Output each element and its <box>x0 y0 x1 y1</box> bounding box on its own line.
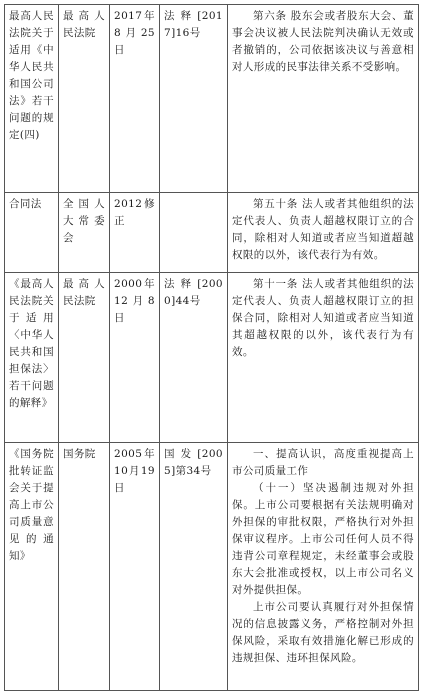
table-row <box>5 193 419 273</box>
table-row <box>5 443 419 691</box>
provision-paragraph: 第五十条 法人或者其他组织的法定代表人、负责人超越权限订立的合同，除相对人知道或者应当知道超越权限的以外，该代表行为有效。 <box>232 198 414 261</box>
provision-paragraph: （十一）坚决遏制违规对外担保。上市公司要根据有关法规明确对外担保的审批权限，严格执行对外担保审议程序。上市公司任何人员不得违背公司章程规定，未经董事会或股东大会批准或授权，以上市公司名义对外提供担保。 <box>232 482 414 596</box>
table-row <box>5 273 419 443</box>
provision-paragraph: 第六条 股东会或者股东大会、董事会决议被人民法院判决确认无效或者撤销的，公司依据该决议与善意相对人形成的民事法律关系不受影响。 <box>232 10 414 73</box>
provision-paragraph: 上市公司要认真履行对外担保情况的信息披露义务，严格控制对外担保风险，采取有效措施化解已形成的违规担保、违环担保风险。 <box>232 601 414 664</box>
date-cell: 2012修正 <box>110 193 160 273</box>
issuer-cell: 最高人民法院 <box>59 273 110 443</box>
document-number-cell: 国发[2005]第34号 <box>160 443 228 691</box>
law-name-cell: 合同法 <box>5 193 59 273</box>
issuer-cell: 国务院 <box>59 443 110 691</box>
law-name-cell: 最高人民法院关于适用《中华人民共和国公司法》若干问题的规定(四) <box>5 5 59 193</box>
table-row <box>5 5 419 193</box>
date-cell: 2017年8月25日 <box>110 5 160 193</box>
document-number-cell <box>160 193 228 273</box>
issuer-cell: 最高人民法院 <box>59 5 110 193</box>
date-cell: 2005年10月19日 <box>110 443 160 691</box>
document-number-cell: 法释[2017]16号 <box>160 5 228 193</box>
provision-content-cell <box>228 273 419 443</box>
provision-heading: 一、提高认识，高度重视提高上市公司质量工作 <box>232 448 414 477</box>
law-name-cell: 《最高人民法院关于适用〈中华人民共和国担保法〉若干问题的解释》 <box>5 273 59 443</box>
document-number-cell: 法释[2000]44号 <box>160 273 228 443</box>
provision-content-cell <box>228 443 419 691</box>
provision-content-cell <box>228 193 419 273</box>
provision-paragraph: 第十一条 法人或者其他组织的法定代表人、负责人超越权限订立的担保合同，除相对人知道或者应当知道其超越权限的以外，该代表行为有效。 <box>232 278 414 358</box>
provision-content-cell <box>228 5 419 193</box>
law-name-cell: 《国务院批转证监会关于提高上市公司质量意见的通知》 <box>5 443 59 691</box>
date-cell: 2000年12月8日 <box>110 273 160 443</box>
legal-provisions-table <box>4 4 419 691</box>
issuer-cell: 全国人大常委会 <box>59 193 110 273</box>
